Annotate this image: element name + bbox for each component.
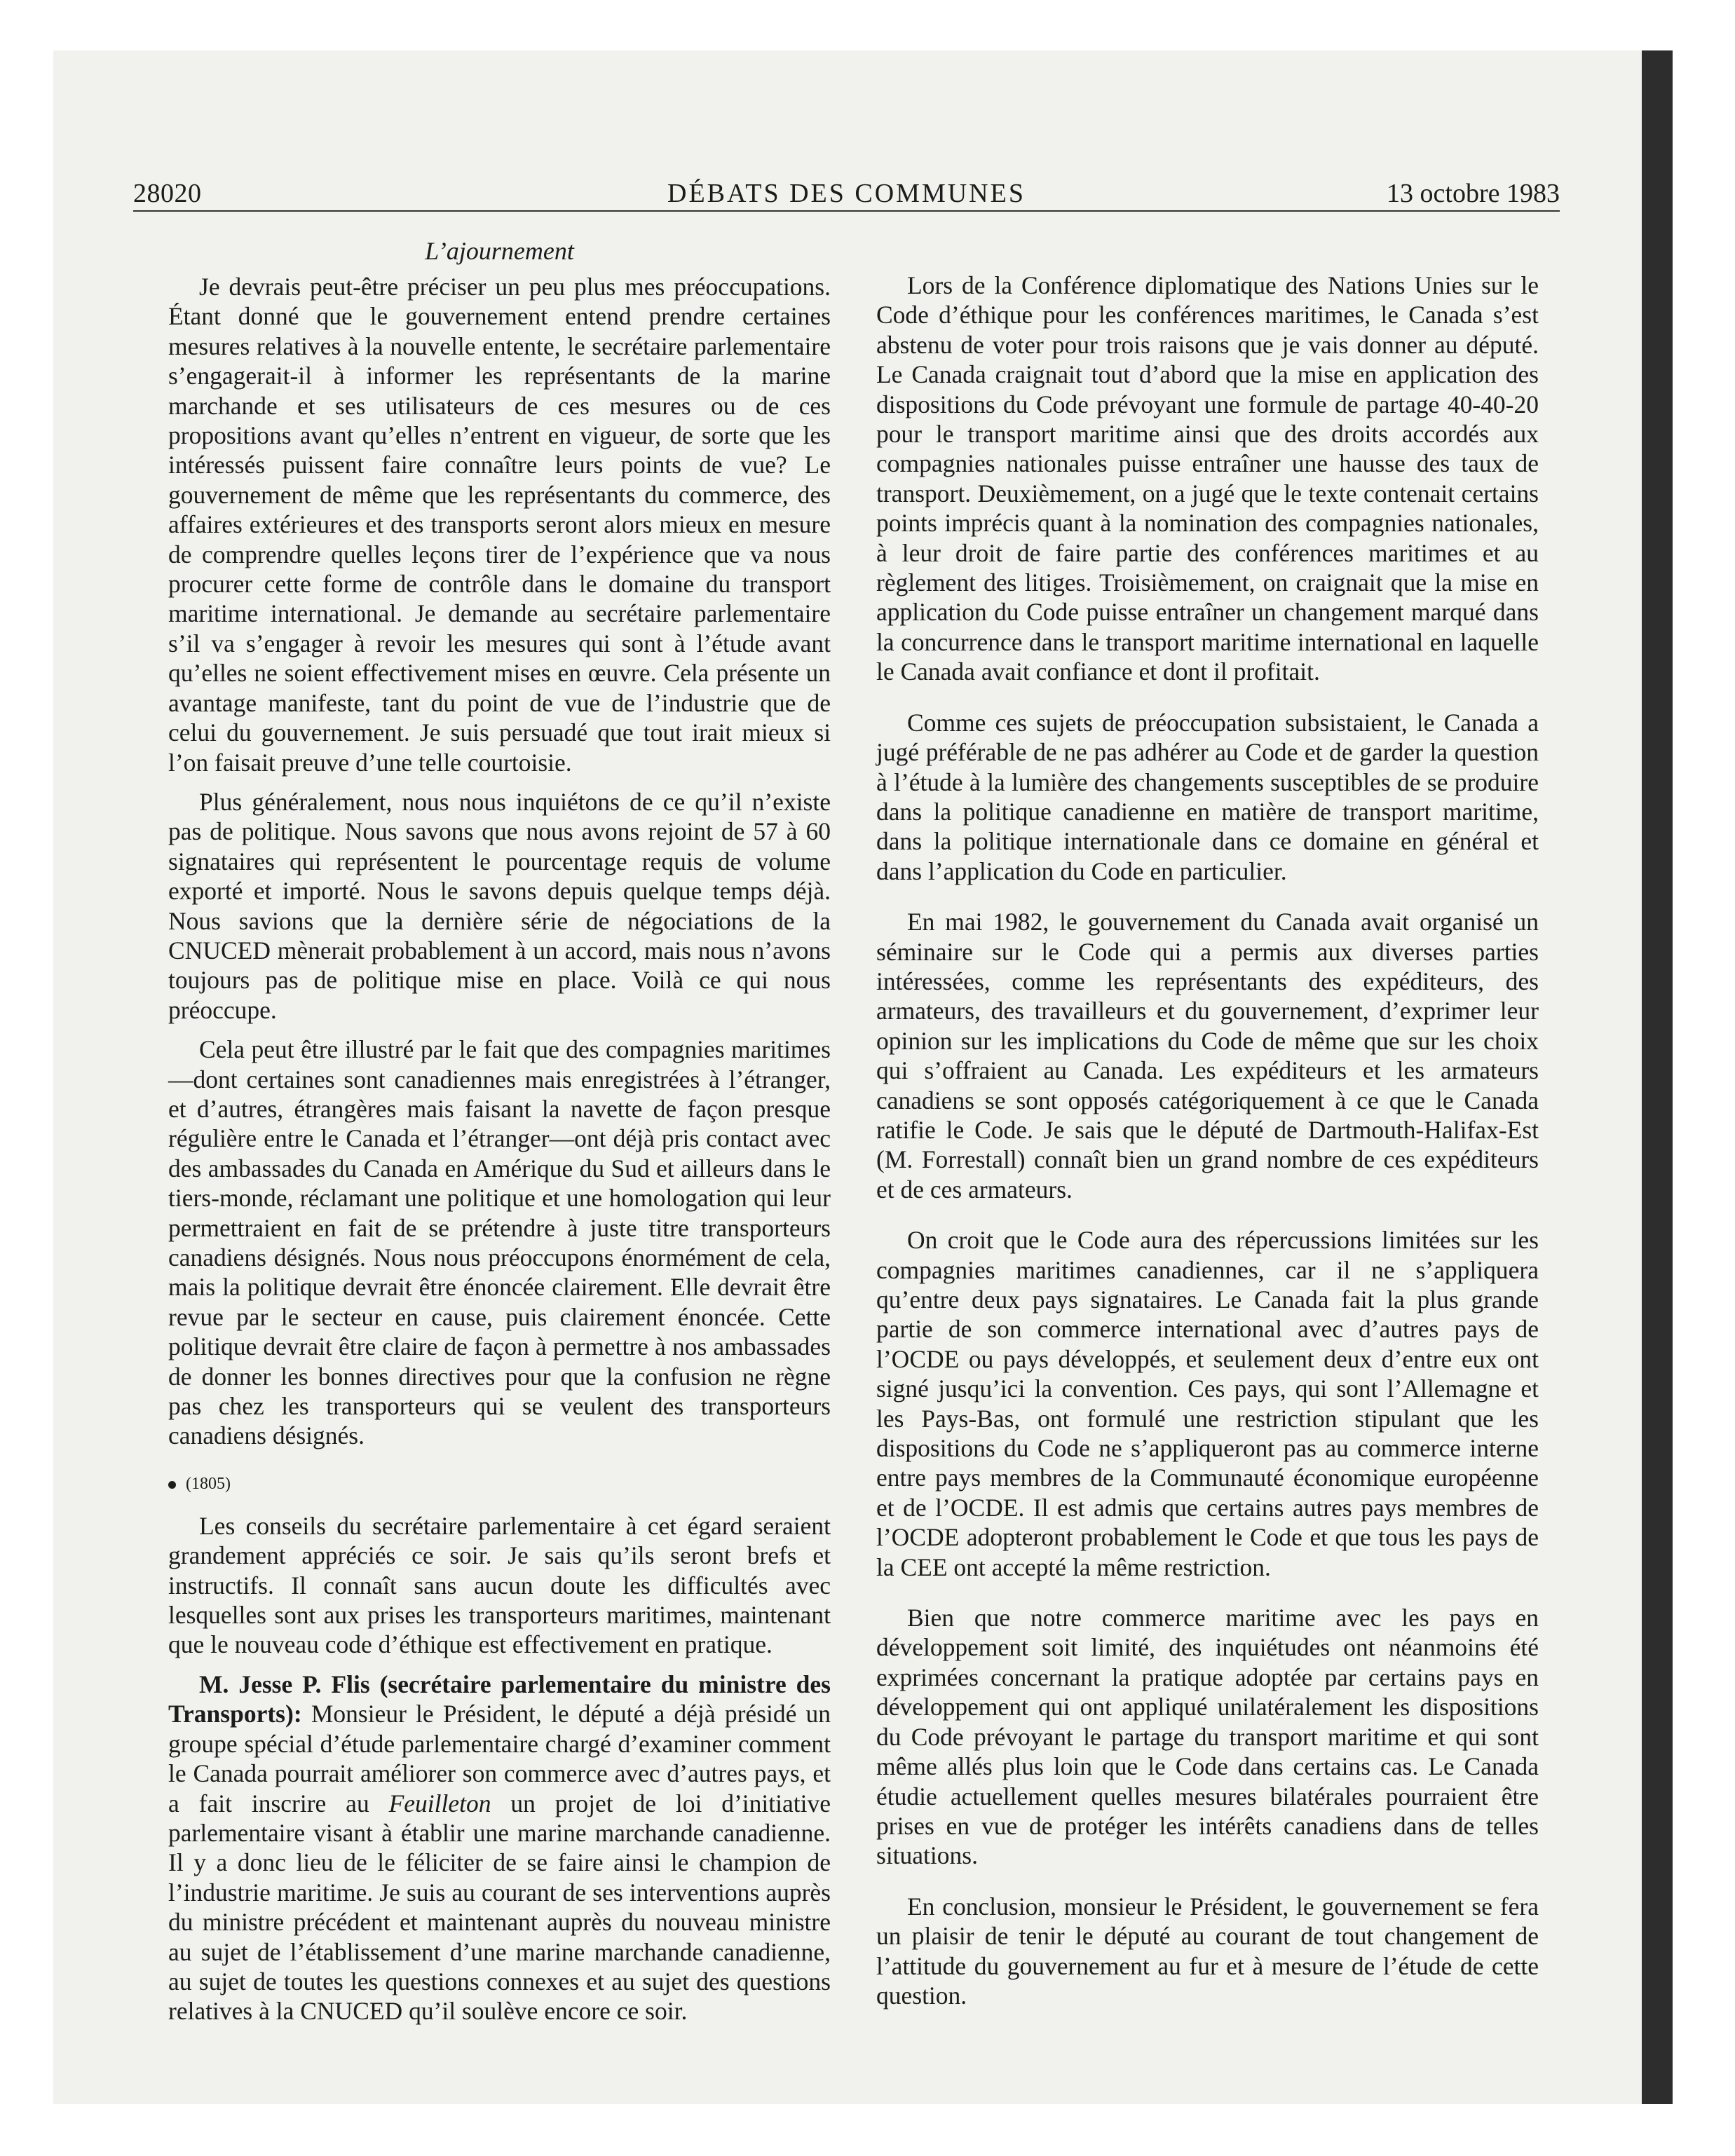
- speech-text: Monsieur le Président, le député a déjà présidé un groupe spécial d’étude parlementaire chargé d’examiner comment le Canada pourrait améliorer son commerce avec d’autres pays, et a fait inscrire au: [168, 1700, 831, 1817]
- journal-title: DÉBATS DES COMMUNES: [667, 179, 1026, 208]
- paragraph: Je devrais peut-être préciser un peu plus mes préoccupations. Étant donné que le gouvernement entend prendre certaines mesures relatives à la nouvelle entente, le secrétaire parlementaire s’engagerait-il à informer les représentants de la marine marchande et ses utilisateurs de ces mesures ou de ces propositions avant qu’elles n’entrent en vigueur, de sorte que les intéressés puissent faire connaître leurs points de vue? Le gouvernement de même que les représentants du commerce, des affaires extérieures et des transports seront alors mieux en mesure de comprendre quelles leçons tirer de l’expérience que va nous procurer cette forme de contrôle dans le domaine du transport maritime international. Je demande au secrétaire parlementaire s’il va s’engager à revoir les mesures qui sont à l’étude avant qu’elles ne soient effectivement mises en œuvre. Cela présente un avantage manifeste, tant du point de vue de l’industrie que de celui du gouvernement. Je suis persuadé que tout irait mieux si l’on faisait preuve d’une telle courtoisie.: [168, 273, 831, 777]
- issue-date: 13 octobre 1983: [1387, 179, 1560, 208]
- scan-edge-bar: [1642, 50, 1673, 2104]
- page-number: 28020: [133, 179, 202, 208]
- timestamp: [168, 1473, 831, 1494]
- paragraph: Lors de la Conférence diplomatique des Nations Unies sur le Code d’éthique pour les conférences maritimes, le Canada s’est abstenu de voter pour trois raisons que je vais donner au député. Le Canada craignait tout d’abord que la mise en application des dispositions du Code prévoyant une formule de partage 40-40-20 pour le transport maritime ainsi que des droits accordés aux compagnies nationales puisse entraîner une hausse des taux de transport. Deuxièmement, on a jugé que le texte contenait certains points imprécis quant à la nomination des compagnies nationales, à leur droit de faire partie des conférences maritimes et au règlement des litiges. Troisièmement, on craignait que la mise en application du Code puisse entraîner un changement marqué dans la concurrence dans le transport maritime international en laquelle le Canada avait confiance et dont il profitait.: [876, 271, 1539, 686]
- speech-italic: Feuilleton: [388, 1789, 491, 1817]
- paragraph: Les conseils du secrétaire parlementaire à cet égard seraient grandement appréciés ce soir. Je sais qu’ils seront brefs et instructifs. Il connaît sans aucun doute les difficultés avec lesquelles sont aux prises les transporteurs maritimes, maintenant que le nouveau code d’éthique est effectivement en pratique.: [168, 1511, 831, 1659]
- speaker-name: M. Jesse P. Flis (secrétaire parlementaire du ministre des Transports):: [168, 1670, 831, 1728]
- paragraph: Cela peut être illustré par le fait que des compagnies maritimes—dont certaines sont canadiennes mais enregistrées à l’étranger, et d’autres, étrangères mais faisant la navette de façon presque régulière entre le Canada et l’étranger—ont déjà pris contact avec des ambassades du Canada en Amérique du Sud et ailleurs dans le tiers-monde, réclamant une politique et une homologation qui leur permettraient en fait de se prétendre à juste titre transporteurs canadiens désignés. Nous nous préoccupons énormément de cela, mais la politique devrait être énoncée clairement. Elle devrait être revue par le secteur en cause, puis clairement énoncée. Cette politique devrait être claire de façon à permettre à nos ambassades de donner les bonnes directives pour que la confusion ne règne pas chez les transporteurs qui se veulent des transporteurs canadiens désignés.: [168, 1035, 831, 1450]
- paragraph: Bien que notre commerce maritime avec les pays en développement soit limité, des inquiétudes ont néanmoins été exprimées concernant la pratique adoptée par certains pays en développement qui ont appliqué unilatéralement les dispositions du Code prévoyant le partage du transport maritime et qui sont même allés plus loin que le Code dans certains cas. Le Canada étudie actuellement quelles mesures bilatérales pourraient être prises en vue de protéger les intérêts canadiens dans de telles situations.: [876, 1604, 1539, 1870]
- right-column: [876, 271, 1539, 2010]
- paragraph: En conclusion, monsieur le Président, le gouvernement se fera un plaisir de tenir le député au courant de tout changement de l’attitude du gouvernement au fur et à mesure de l’étude de cette question.: [876, 1892, 1539, 2010]
- section-title: L’ajournement: [425, 237, 574, 265]
- paragraph: En mai 1982, le gouvernement du Canada avait organisé un séminaire sur le Code qui a permis aux diverses parties intéressées, comme les représentants des expéditeurs, des armateurs, des travailleurs et du gouvernement, d’exprimer leur opinion sur les implications du Code de même que sur les choix qui s’offraient au Canada. Les expéditeurs et les armateurs canadiens se sont opposés catégoriquement à ce que le Canada ratifie le Code. Je sais que le député de Dartmouth-Halifax-Est (M. Forrestall) connaît bien un grand nombre de ces expéditeurs et de ces armateurs.: [876, 908, 1539, 1203]
- speaker-paragraph: [168, 1670, 831, 2026]
- paragraph: Plus généralement, nous nous inquiétons de ce qu’il n’existe pas de politique. Nous savons que nous avons rejoint de 57 à 60 signataires qui représentent le pourcentage requis de volume exporté et importé. Nous le savons depuis quelque temps déjà. Nous savions que la dernière série de négociations de la CNUCED mènerait probablement à un accord, mais nous n’avons toujours pas de politique mise en place. Voilà ce qui nous préoccupe.: [168, 787, 831, 1024]
- left-column: [168, 237, 831, 2026]
- paragraph: Comme ces sujets de préoccupation subsistaient, le Canada a jugé préférable de ne pas adhérer au Code et de garder la question à l’étude à la lumière des changements susceptibles de se produire dans la politique canadienne en matière de transport maritime, dans la politique internationale dans ce domaine en général et dans l’application du Code en particulier.: [876, 708, 1539, 885]
- timestamp-text: (1805): [186, 1474, 231, 1493]
- bullet-icon: [168, 1481, 176, 1489]
- paragraph: On croit que le Code aura des répercussions limitées sur les compagnies maritimes canadiennes, car il ne s’appliquera qu’entre deux pays signataires. Le Canada fait la plus grande partie de son commerce international avec d’autres pays de l’OCDE ou pays développés, et seulement deux d’entre eux ont signé jusqu’ici la convention. Ces pays, qui sont l’Allemagne et les Pays-Bas, ont formulé une restriction stipulant que les dispositions du Code ne s’appliqueront pas au commerce interne entre pays membres de la Communauté économique européenne et de l’OCDE. Il est admis que certains autres pays membres de l’OCDE adopteront probablement le Code et que tous les pays de la CEE ont accepté la même restriction.: [876, 1226, 1539, 1581]
- speech-text: un projet de loi d’initiative parlementaire visant à établir une marine marchande canadienne. Il y a donc lieu de le féliciter de se faire ainsi le champion de l’industrie maritime. Je suis au courant de ses interventions auprès du ministre précédent et maintenant auprès du nouveau ministre au sujet de l’établissement d’une marine marchande canadienne, au sujet de toutes les questions connexes et au sujet des questions relatives à la CNUCED qu’il soulève encore ce soir.: [168, 1789, 831, 2026]
- page-header: [133, 178, 1560, 212]
